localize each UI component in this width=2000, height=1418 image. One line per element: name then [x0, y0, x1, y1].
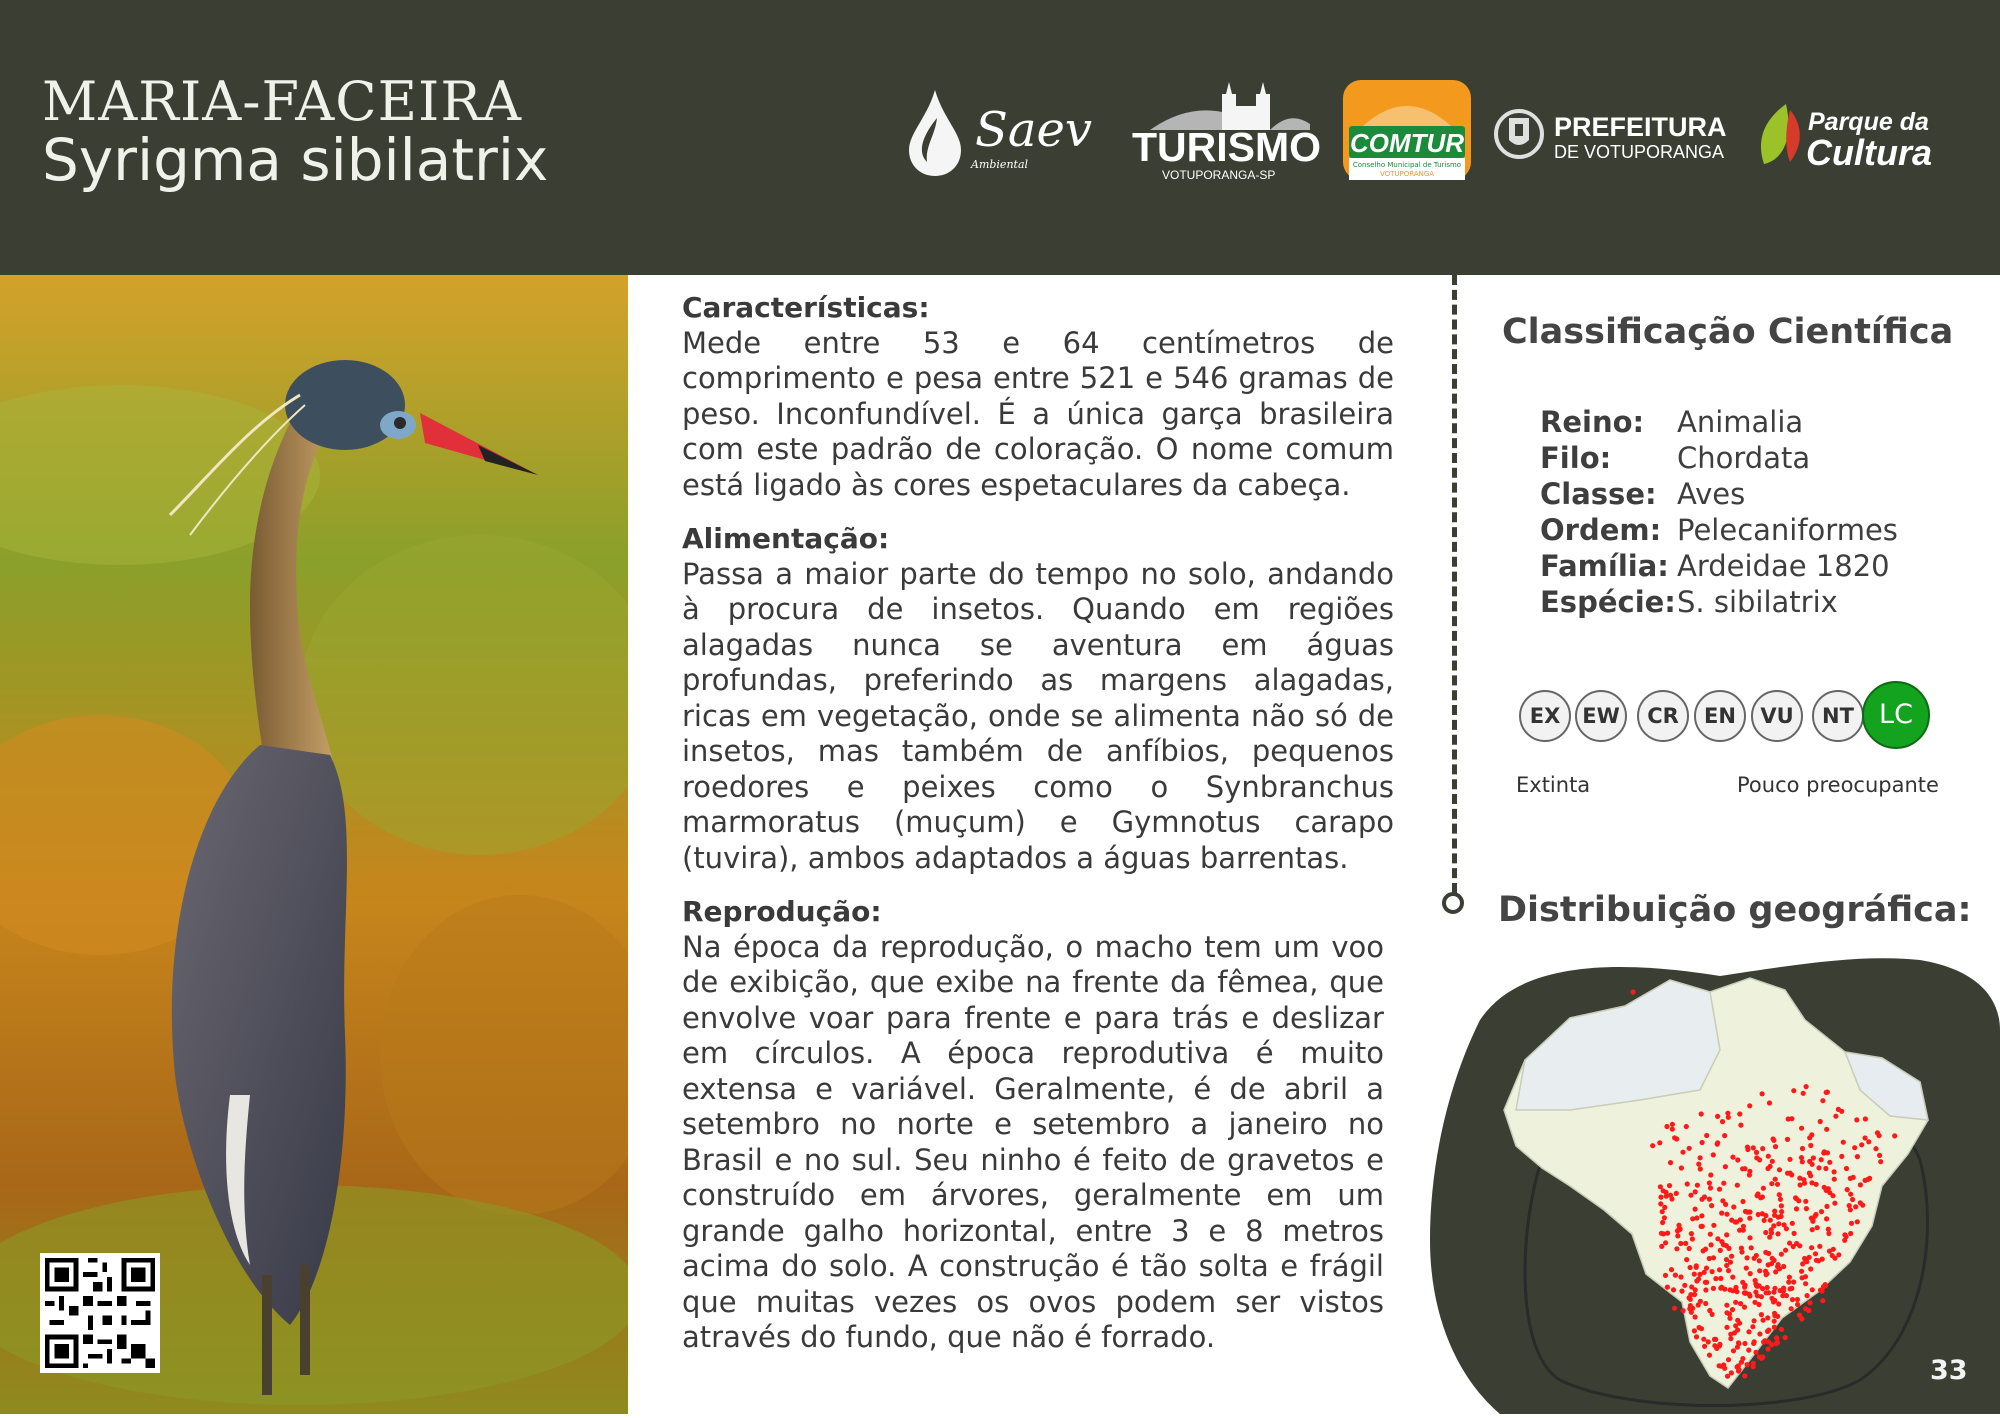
iucn-status-en: EN	[1694, 690, 1746, 742]
classification-key: Ordem:	[1540, 513, 1662, 547]
iucn-status-ex: EX	[1519, 690, 1571, 742]
classification-key: Família:	[1540, 549, 1669, 583]
iucn-label-least-concern: Pouco preocupante	[1737, 773, 1939, 797]
iucn-status-ew: EW	[1575, 690, 1627, 742]
feeding-heading: Alimentação:	[682, 522, 890, 555]
saev-logo	[905, 88, 1105, 178]
classification-value: Aves	[1677, 477, 1746, 511]
prefeitura-logo	[1494, 106, 1734, 166]
classification-title: Classificação Científica	[1502, 312, 1954, 352]
classification-row-phylum	[1540, 441, 1810, 475]
classification-value: Pelecaniformes	[1677, 513, 1898, 547]
classification-key: Espécie:	[1540, 585, 1676, 619]
drop-icon	[905, 88, 965, 178]
iucn-status-nt: NT	[1812, 690, 1864, 742]
header-bar	[0, 0, 2000, 275]
parque-da-cultura-logo	[1754, 100, 1954, 180]
saev-logo-name: Saev	[975, 102, 1093, 158]
dashed-divider	[1452, 275, 1457, 893]
iucn-status-lc-selected: LC	[1862, 681, 1930, 749]
divider-end-dot	[1442, 892, 1464, 914]
page-number: 33	[1930, 1355, 1968, 1386]
qr-code[interactable]	[40, 1253, 160, 1373]
common-name-title: MARIA-FACEIRA	[42, 70, 523, 133]
characteristics-text: Mede entre 53 e 64 centímetros de comprimento e pesa entre 521 e 546 gramas de peso. Inconfundível. É a única garça brasileira com este padrão de coloração. O nome comum está ligado às cores espetaculares da cabeça.	[682, 325, 1394, 502]
church-icon	[1130, 80, 1315, 130]
classification-key: Reino:	[1540, 405, 1645, 439]
turismo-logo	[1130, 80, 1322, 182]
saev-logo-sub: Ambiental	[971, 158, 1029, 171]
distribution-title: Distribuição geográfica:	[1498, 890, 1972, 930]
feeding-text: Passa a maior parte do tempo no solo, andando à procura de insetos. Quando em regiões alagadas nunca se aventura em águas profundas, preferindo as margens alagadas, ricas em vegetação, onde se alimenta não só de insetos, mas também de anfíbios, pequenos roedores e peixes como o Synbranchus marmoratus (muçum) e Gymnotus carapo (tuvira), ambos adaptados a águas barrentas.	[682, 556, 1394, 875]
prefeitura-logo-name: PREFEITURA	[1554, 112, 1727, 142]
parque-logo-line1: Parque da	[1808, 108, 1929, 136]
parque-logo-line2: Cultura	[1806, 132, 1932, 173]
iucn-status-vu: VU	[1751, 690, 1803, 742]
iucn-status-cr: CR	[1637, 690, 1689, 742]
reproduction-heading: Reprodução:	[682, 895, 882, 928]
bird-photo	[0, 275, 628, 1414]
classification-row-class	[1540, 477, 1745, 511]
classification-key: Classe:	[1540, 477, 1657, 511]
classification-value: Ardeidae 1820	[1677, 549, 1890, 583]
reproduction-text: Na época da reprodução, o macho tem um voo de exibição, que exibe na frente da fêmea, que envolve voar para frente e para trás e deslizar em círculos. A época reprodutiva é muito extensa e variável. Geralmente, é de abril a setembro no norte e setembro a janeiro no Brasil e no sul. Seu ninho é feito de gravetos e construído em árvores, geralmente em um grande galho horizontal, entre 3 e 8 metros acima do solo. A construção é tão solta e frágil que muitas vezes os ovos podem ser vistos através do fundo, que não é forrado.	[682, 929, 1384, 1354]
classification-value: Chordata	[1677, 441, 1811, 475]
turismo-logo-name: TURISMO	[1132, 124, 1322, 170]
comtur-logo	[1343, 80, 1471, 180]
comtur-logo-sub: Conselho Municipal de Turismo	[1352, 161, 1462, 169]
classification-row-kingdom	[1540, 405, 1803, 439]
classification-row-order	[1540, 513, 1898, 547]
distribution-map	[1420, 940, 2000, 1414]
comtur-logo-sub2: VOTUPORANGA	[1379, 170, 1435, 178]
turismo-logo-sub: VOTUPORANGA-SP	[1162, 168, 1276, 182]
iucn-label-extinct: Extinta	[1516, 773, 1591, 797]
city-crest-icon	[1494, 106, 1544, 162]
classification-value: S. sibilatrix	[1677, 585, 1838, 619]
description-column	[682, 290, 1394, 1374]
classification-value: Animalia	[1677, 405, 1804, 439]
comtur-logo-name: COMTUR	[1349, 128, 1465, 158]
scientific-name-title: Syrigma sibilatrix	[42, 126, 549, 194]
leaf-icon	[1754, 100, 1808, 174]
characteristics-heading: Características:	[682, 291, 930, 324]
classification-key: Filo:	[1540, 441, 1612, 475]
classification-row-species	[1540, 585, 1838, 619]
prefeitura-logo-sub: DE VOTUPORANGA	[1554, 142, 1725, 162]
classification-row-family	[1540, 549, 1890, 583]
